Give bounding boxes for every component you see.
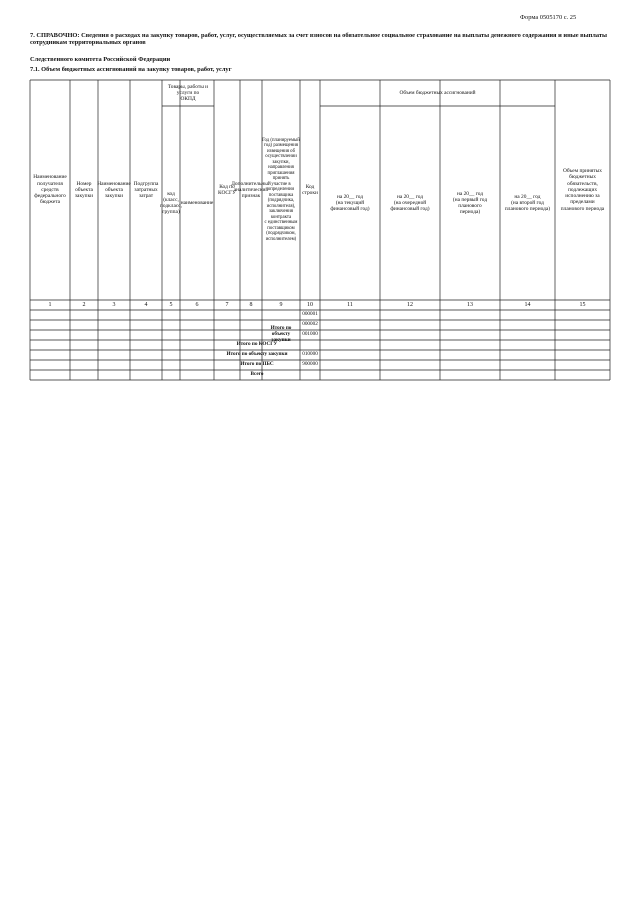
header-beyond-plan: Объем принятых бюджетных обязательств, подлежащих исполнению за пределами планового периода [560,168,605,212]
header-okpd-group: Товары, работы и услуги по ОКПД [167,83,209,103]
header-object-name: Наименование объекта закупки [97,180,131,200]
header-second-plan-year: на 20__ год (на второй год планового периода) [504,193,551,213]
column-number: 9 [279,301,283,308]
header-analytic-sign: Дополнительный аналитический признак [231,180,271,200]
row-code: 000002 [302,321,318,328]
header-first-plan-year: на 20__ год (на первый год планового периода) [452,190,488,216]
header-kosgu: Код по КОСГУ [218,183,236,196]
column-number: 5 [169,301,173,308]
column-number: 6 [195,301,199,308]
column-number: 12 [407,301,413,308]
column-number: 8 [249,301,253,308]
form-code: Форма 0505170 с. 25 [520,14,577,21]
column-number: 15 [579,301,586,308]
row-label: Итого по КОСГУ [236,341,278,348]
row-code: 010000 [302,351,318,358]
row-label: Итого по объекту закупки [270,325,292,343]
header-recipient: Наименование получателя средств федерального бюджета [33,174,67,206]
header-line-code: Код строки [302,183,318,196]
row-code: 001000 [302,331,318,338]
column-number: 14 [524,301,531,308]
subsection-title: 7.1. Объем бюджетных ассигнований на закупку товаров, работ, услуг [30,66,232,73]
row-label: Итого по ПБС [240,361,274,368]
header-object-number: Номер объекта закупки [74,180,94,200]
column-number: 2 [82,301,86,308]
header-cost-subgroup: Подгруппа затратных затрат [133,180,159,200]
header-okpd-name: наименование [180,199,214,206]
row-code: 900000 [302,361,318,368]
column-number: 7 [225,301,229,308]
header-current-year: на 20__ год (на текущий финансовый год) [330,193,370,213]
column-number: 10 [307,301,313,308]
column-number: 3 [112,301,116,308]
section-subtitle: Следственного комитета Российской Федерации [30,56,171,63]
column-number: 13 [467,301,473,308]
header-placement-year: Год (планируемый год) размещения извещения об осуществлении закупки, направления приглашения принять участие в определении поставщика (подрядчика, исполнителя), заключения контракта с единственным поставщиком (подрядчиком, исполнителем) [262,137,300,242]
row-label: Всего [250,371,264,378]
row-label: Итого по объекту закупки [226,351,288,358]
column-number: 1 [48,301,52,308]
section-title: 7. СПРАВОЧНО: Сведения о расходах на закупку товаров, работ, услуг, осуществляемых за счет взносов на обязательное социальное страхование на выплаты денежного содержания и иные выплаты сотрудникам территориальных органов [30,32,608,46]
row-code: 000001 [302,311,318,318]
header-next-year: на 20__ год (на очередной финансовый год) [390,193,430,213]
column-number: 4 [144,301,148,308]
column-number: 11 [347,301,353,308]
header-okpd-code: код (класс, подкласс, группа) [160,190,183,216]
header-allocations: Объем бюджетных ассигнований [399,89,476,96]
